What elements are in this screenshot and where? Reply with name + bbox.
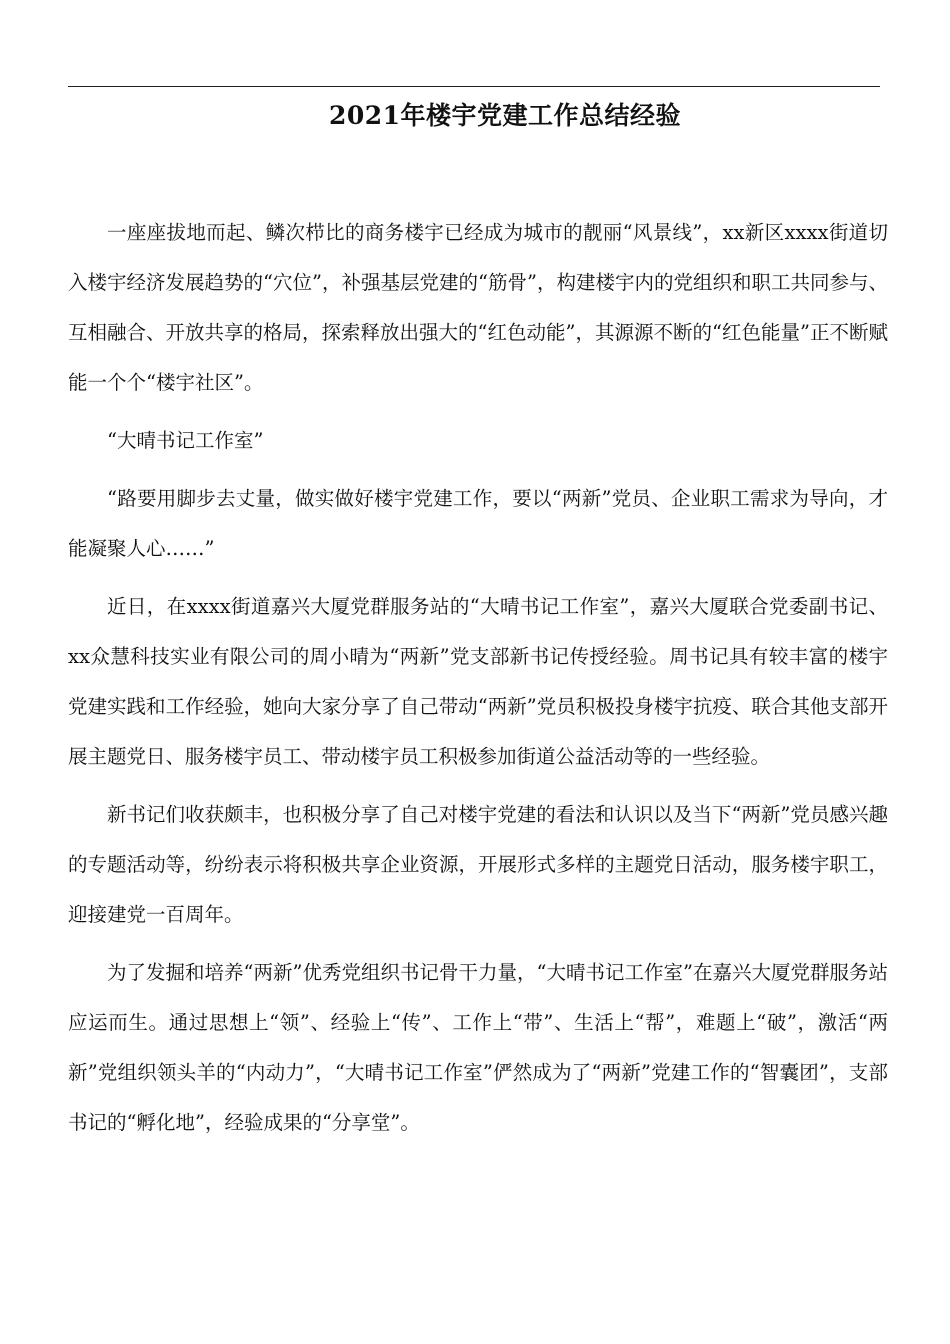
document-title: 2021年楼宇党建工作总结经验 [328, 101, 682, 130]
paragraph: 为了发掘和培养“两新”优秀党组织书记骨干力量，“大晴书记工作室”在嘉兴大厦党群服务站应运而生。通过思想上“领”、经验上“传”、工作上“带”、生活上“帮”，难题上“破”，激活“两新”党组织领头羊的“内动力”，“大晴书记工作室”俨然成为了“两新”党建工作的“智囊团”，支部书记的“孵化地”，经验成果的“分享堂”。 [68, 961, 888, 1134]
quote-paragraph: “路要用脚步去丈量，做实做好楼宇党建工作，要以“两新”党员、企业职工需求为导向，才能凝聚人心……” [68, 487, 888, 560]
document-body [68, 208, 888, 1156]
header-rule [68, 86, 880, 87]
paragraph: 近日，在xxxx街道嘉兴大厦党群服务站的“大晴书记工作室”，嘉兴大厦联合党委副书记、xx众慧科技实业有限公司的周小晴为“两新”党支部新书记传授经验。周书记具有较丰富的楼宇党建实践和工作经验，她向大家分享了自己带动“两新”党员积极投身楼宇抗疫、联合其他支部开展主题党日、服务楼宇员工、带动楼宇员工积极参加街道公益活动等的一些经验。 [68, 595, 888, 768]
paragraph: 新书记们收获颇丰，也积极分享了自己对楼宇党建的看法和认识以及当下“两新”党员感兴趣的专题活动等，纷纷表示将积极共享企业资源，开展形式多样的主题党日活动，服务楼宇职工，迎接建党一百周年。 [68, 803, 888, 926]
paragraph: 一座座拔地而起、鳞次栉比的商务楼宇已经成为城市的靓丽“风景线”，xx新区xxxx街道切入楼宇经济发展趋势的“穴位”，补强基层党建的“筋骨”，构建楼宇内的党组织和职工共同参与、互相融合、开放共享的格局，探索释放出强大的“红色动能”，其源源不断的“红色能量”正不断赋能一个个“楼宇社区”。 [68, 221, 888, 394]
section-heading: “大晴书记工作室” [107, 429, 264, 452]
